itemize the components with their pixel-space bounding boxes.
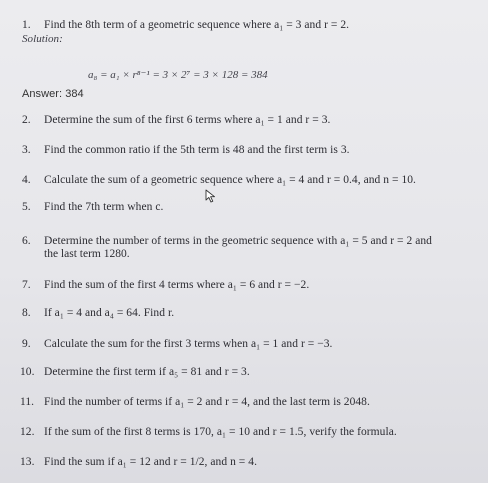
problem-number: 5.	[22, 201, 31, 213]
problem-2	[22, 113, 330, 127]
problem-1	[22, 18, 349, 32]
problem-text: If the sum of the first 8 terms is 170, a₁ = 10 and r = 1.5, verify the formula.	[44, 426, 397, 438]
problem-9	[22, 337, 333, 351]
problem-7	[22, 278, 309, 292]
formula: a₈ = a₁ × r⁸⁻¹ = 3 × 2⁷ = 3 × 128 = 384	[88, 69, 268, 81]
problem-text: Find the common ratio if the 5th term is 48 and the first term is 3.	[44, 144, 350, 156]
problem-number: 2.	[22, 114, 31, 126]
problem-text: Find the sum if a₁ = 12 and r = 1/2, and n = 4.	[44, 456, 257, 468]
problem-text: Find the sum of the first 4 terms where a₁ = 6 and r = −2.	[44, 279, 310, 291]
problem-number: 13.	[20, 456, 35, 468]
problem-6-continued: the last term 1280.	[44, 248, 130, 260]
problem-text: Determine the first term if a₅ = 81 and r = 3.	[44, 366, 250, 378]
problem-number: 6.	[22, 235, 31, 247]
problem-11	[20, 395, 370, 409]
problem-4	[22, 173, 416, 187]
problem-10	[20, 365, 250, 379]
problem-number: 10.	[20, 366, 35, 378]
problem-number: 1.	[22, 19, 31, 31]
problem-3	[22, 143, 350, 157]
problem-12	[20, 425, 397, 439]
problem-number: 3.	[22, 144, 31, 156]
problem-text: Find the number of terms if a₁ = 2 and r = 4, and the last term is 2048.	[44, 396, 370, 408]
problem-text: Find the 7th term when c.	[44, 201, 164, 213]
problem-number: 11.	[20, 396, 35, 408]
problem-6	[22, 234, 432, 248]
problem-number: 9.	[22, 338, 31, 350]
problem-number: 8.	[22, 307, 31, 319]
problem-text: If a₁ = 4 and a₄ = 64. Find r.	[44, 307, 175, 319]
problem-number: 4.	[22, 174, 31, 186]
problem-text: Determine the sum of the first 6 terms where a₁ = 1 and r = 3.	[44, 114, 331, 126]
answer: Answer: 384	[22, 88, 84, 100]
problem-8	[22, 306, 174, 320]
problem-5	[22, 200, 163, 214]
solution-label: Solution:	[22, 33, 63, 45]
problem-text: Calculate the sum of a geometric sequence where a₁ = 4 and r = 0.4, and n = 10.	[44, 174, 416, 186]
problem-text: Determine the number of terms in the geometric sequence with a₁ = 5 and r = 2 and	[44, 235, 432, 247]
problem-13	[20, 455, 257, 469]
mouse-pointer-icon	[205, 189, 217, 203]
problem-number: 12.	[20, 426, 35, 438]
problem-number: 7.	[22, 279, 31, 291]
problem-text: Calculate the sum for the first 3 terms when a₁ = 1 and r = −3.	[44, 338, 333, 350]
problem-text: Find the 8th term of a geometric sequence where a₁ = 3 and r = 2.	[44, 19, 350, 31]
